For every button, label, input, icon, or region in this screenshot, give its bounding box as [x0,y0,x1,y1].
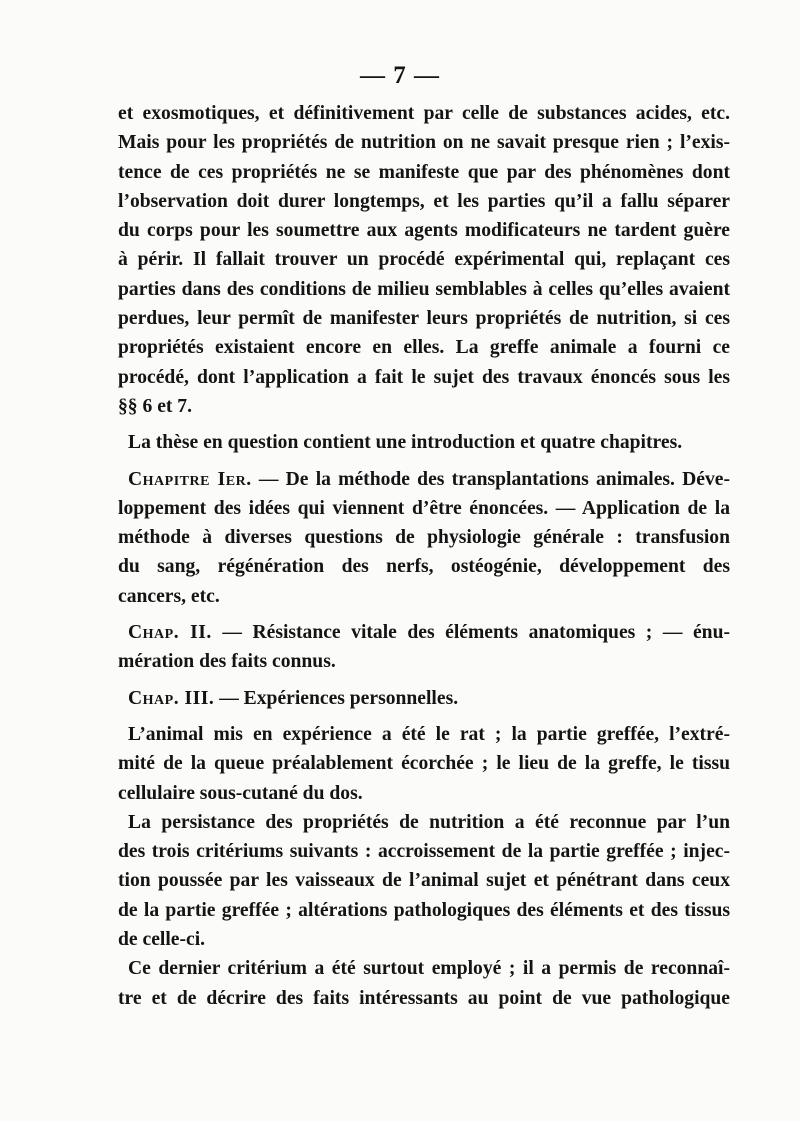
chapter-heading: Chap. II. [128,622,212,644]
chapter-entry [118,618,730,677]
chapter-entry [118,684,730,713]
text-line: Mais pour les propriétés de nutrition on ne savait presque rien ; l’exis- [118,132,730,154]
paragraph [118,428,730,457]
text-line: Ce dernier critérium a été surtout employé ; il a permis de reconnaî- [128,958,730,980]
text-line: parties dans des conditions de milieu semblables à celles qu’elles avaient [118,278,730,300]
page-number: — 7 — [360,62,440,89]
text-line: cancers, etc. [118,585,220,607]
text-line: méthode à diverses questions de physiologie générale : transfusion [118,527,730,549]
text-line: de la partie greffée ; altérations pathologiques des éléments et des tissus [118,899,730,921]
text-line: tre et de décrire des faits intéressants au point de vue pathologique [118,987,730,1009]
paragraph [118,808,730,954]
chapter-heading: Chap. III. [128,687,215,709]
text-line: procédé, dont l’application a fait le sujet des travaux énoncés sous les [118,366,730,388]
text-line: — Expériences personnelles. [219,687,459,709]
text-line: tion poussée par les vaisseaux de l’animal sujet et pénétrant dans ceux [118,870,730,892]
chapter-entry [118,465,730,611]
text-line: La persistance des propriétés de nutrition a été reconnue par l’un [128,811,730,833]
text-line: perdues, leur permît de manifester leurs propriétés de nutrition, si ces [118,308,730,330]
text-line: des trois critériums suivants : accroissement de la partie greffée ; injec- [118,841,730,863]
text-line: et exosmotiques, et définitivement par celle de substances acides, etc. [118,103,730,124]
text-line: propriétés existaient encore en elles. La greffe animale a fourni ce [118,337,730,359]
paragraph [118,99,730,421]
chapter-heading: Chapitre Ier. [128,468,252,490]
text-line: de celle-ci. [118,929,206,951]
text-line: mération des faits connus. [118,651,336,673]
text-line: tence de ces propriétés ne se manifeste que par des phénomènes dont [118,161,730,183]
text-line: mité de la queue préalablement écorchée ; le lieu de la greffe, le tissu [118,753,730,775]
text-line: — Résistance vitale des éléments anatomiques ; — énu- [222,622,731,644]
paragraph [118,954,730,1013]
paragraph [118,720,730,808]
text-line: loppement des idées qui viennent d’être énoncées. — Application de la [118,497,730,519]
text-line: à périr. Il fallait trouver un procédé expérimental qui, replaçant ces [118,249,730,271]
text-line: du sang, régénération des nerfs, ostéogénie, développement des [118,556,730,578]
text-line: — De la méthode des transplantations animales. Déve- [258,468,730,490]
text-line: §§ 6 et 7. [118,395,193,417]
text-line: du corps pour les soumettre aux agents modificateurs ne tardent guère [118,220,730,242]
text-line: La thèse en question contient une introduction et quatre chapitres. [128,432,683,454]
text-line: l’observation doit durer longtemps, et les parties qu’il a fallu séparer [118,190,730,212]
text-line: cellulaire sous-cutané du dos. [118,782,363,804]
text-line: L’animal mis en expérience a été le rat ; la partie greffée, l’extré- [128,723,730,745]
body-text [118,99,730,1013]
